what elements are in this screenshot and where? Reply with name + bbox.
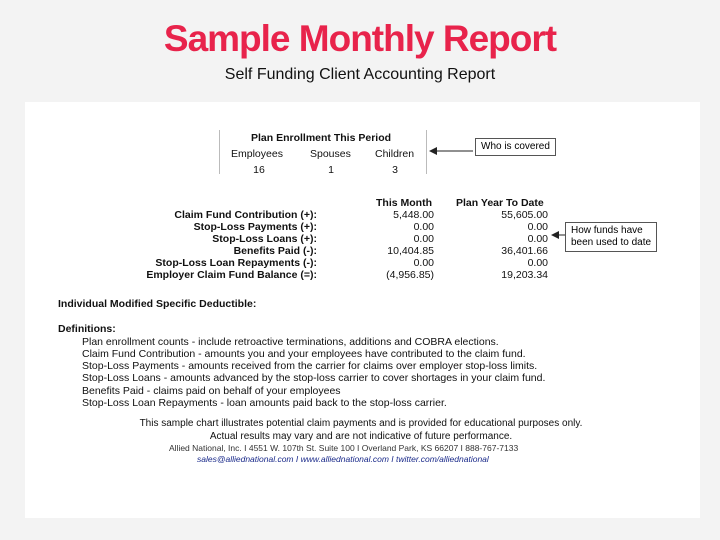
- fund-row-ytd: 36,401.66: [501, 245, 548, 257]
- funds-callout: [565, 222, 657, 252]
- definition-item: Plan enrollment counts - include retroactive terminations, additions and COBRA elections.: [82, 336, 499, 348]
- fund-row-label: Benefits Paid (-):: [233, 245, 317, 257]
- fund-row-ytd: 55,605.00: [501, 209, 548, 221]
- enrollment-value-children: 3: [392, 164, 398, 176]
- definition-item: Benefits Paid - claims paid on behalf of your employees: [82, 385, 341, 397]
- fund-row-month: (4,956.85): [386, 269, 434, 281]
- definitions-heading: Definitions:: [58, 323, 116, 335]
- fund-row-month: 0.00: [413, 257, 434, 269]
- enrollment-value-spouses: 1: [328, 164, 334, 176]
- disclaimer-line2: Actual results may vary and are not indicative of future performance.: [209, 431, 513, 442]
- fund-row-label: Stop-Loss Loans (+):: [212, 233, 317, 245]
- fund-row-label: Stop-Loss Payments (+):: [193, 221, 317, 233]
- enrollment-header-employees: Employees: [231, 148, 283, 160]
- fund-row-ytd: 19,203.34: [501, 269, 548, 281]
- enrollment-header-spouses: Spouses: [310, 148, 351, 160]
- fund-row-month: 10,404.85: [387, 245, 434, 257]
- fund-row-ytd: 0.00: [527, 233, 548, 245]
- definition-item: Stop-Loss Loan Repayments - loan amounts paid back to the stop-loss carrier.: [82, 397, 447, 409]
- enrollment-value-employees: 16: [253, 164, 265, 176]
- enrollment-header-children: Children: [375, 148, 415, 160]
- footer-links[interactable]: sales@alliednational.com I www.alliednational.com I twitter.com/alliednational: [197, 454, 489, 464]
- col-plan-year: Plan Year To Date: [456, 197, 544, 209]
- fund-row-label: Employer Claim Fund Balance (=):: [146, 269, 317, 281]
- report-subtitle: Self Funding Client Accounting Report: [224, 66, 496, 83]
- fund-row-label: Claim Fund Contribution (+):: [174, 209, 317, 221]
- col-this-month: This Month: [376, 197, 432, 209]
- fund-row-month: 0.00: [413, 221, 434, 233]
- enrollment-title: Plan Enrollment This Period: [251, 132, 392, 144]
- fund-row-ytd: 0.00: [527, 221, 548, 233]
- footer-address: Allied National, Inc. I 4551 W. 107th St. Suite 100 I Overland Park, KS 66207 I 888-767-7133: [169, 443, 519, 453]
- fund-row-month: 5,448.00: [393, 209, 434, 221]
- deductible-heading: Individual Modified Specific Deductible:: [58, 298, 257, 310]
- funds-callout-line1: How funds have: [571, 225, 643, 236]
- definition-item: Stop-Loss Payments - amounts received from the carrier for claims over employer stop-loss limits.: [82, 360, 538, 372]
- fund-row-ytd: 0.00: [527, 257, 548, 269]
- report-title: Sample Monthly Report: [163, 18, 557, 59]
- enrollment-callout: Who is covered: [475, 138, 556, 156]
- enrollment-divider-left: [219, 130, 220, 174]
- fund-row-month: 0.00: [413, 233, 434, 245]
- disclaimer-line1: This sample chart illustrates potential claim payments and is provided for educational purposes only.: [139, 418, 583, 429]
- definition-item: Stop-Loss Loans - amounts advanced by the stop-loss carrier to cover shortages in your claim fund.: [82, 372, 546, 384]
- funds-callout-line2: been used to date: [571, 237, 652, 248]
- report-panel: [25, 102, 700, 518]
- definition-item: Claim Fund Contribution - amounts you and your employees have contributed to the claim fund.: [82, 348, 526, 360]
- fund-row-label: Stop-Loss Loan Repayments (-):: [155, 257, 317, 269]
- enrollment-arrow-icon: [429, 146, 475, 156]
- enrollment-divider-right: [426, 130, 427, 174]
